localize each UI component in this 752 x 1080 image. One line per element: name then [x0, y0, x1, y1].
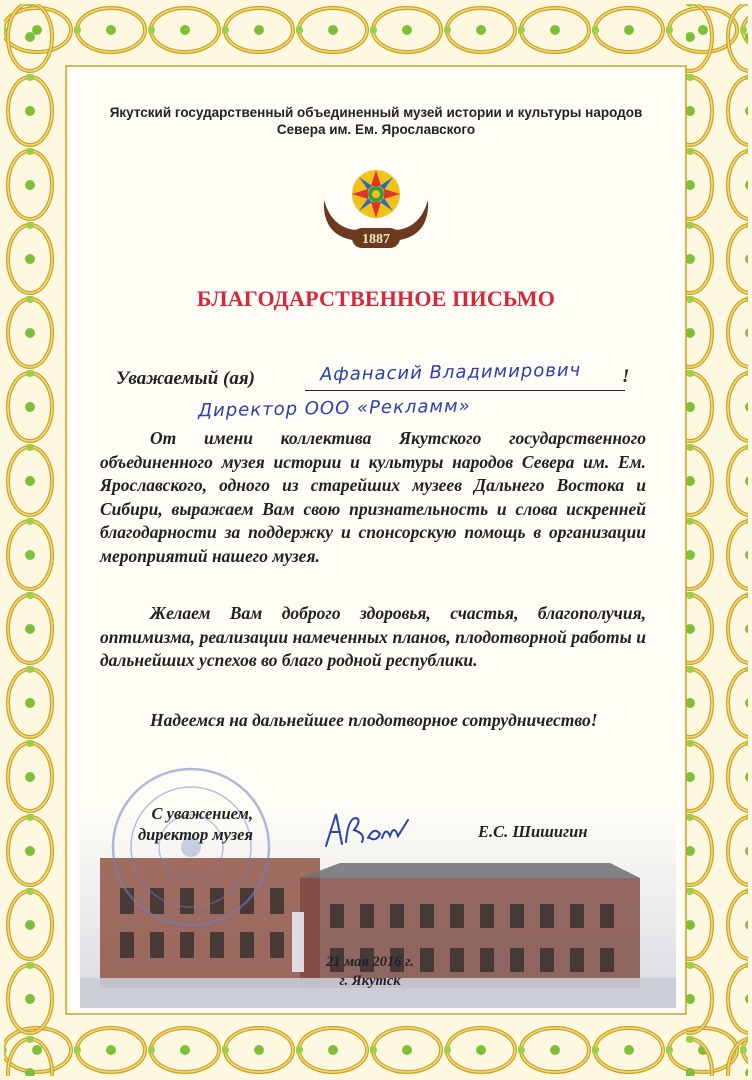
recipient-position-handwritten: Директор ООО «Рекламм» [197, 395, 471, 422]
signature-block [138, 803, 253, 845]
logo-year: 1887 [362, 232, 390, 247]
letter-date: 21 мая 2016 г. [326, 954, 414, 970]
document-title: БЛАГОДАРСТВЕННОЕ ПИСЬМО [196, 286, 556, 311]
director-handwritten-signature [322, 808, 412, 854]
signature-greeting: С уважением, [151, 804, 253, 823]
salutation-exclamation: ! [622, 366, 630, 387]
body-paragraph-1: От имени коллектива Якутского государственного объединенного музея истории и культуры народов Севера им. Ем. Ярославского, одного из старейших музеев Дальнего Востока и Сибири, выражаем Вам свою признательность и слова искренней благодарности за поддержку и спонсорскую помощь в организации мероприятий нашего музея. [100, 428, 646, 566]
signature-title: директор музея [138, 825, 253, 844]
director-name: Е.С. Шишигин [478, 822, 588, 841]
body-paragraph-3: Надеемся на дальнейшее плодотворное сотрудничество! [150, 710, 598, 730]
recipient-name-underline [305, 390, 625, 391]
museum-stamp [106, 762, 276, 932]
museum-name-line1: Якутский государственный объединенный музей истории и культуры народов [109, 105, 643, 120]
body-paragraph-2: Желаем Вам доброго здоровья, счастья, благополучия, оптимизма, реализации намеченных планов, плодотворной работы и дальнейших успехов во благо родной республики. [100, 603, 646, 670]
letter-place: г. Якутск [339, 973, 401, 989]
salutation-label: Уважаемый (ая) [116, 368, 255, 389]
museum-logo [316, 162, 436, 262]
date-place [310, 953, 430, 991]
museum-header [90, 104, 662, 138]
recipient-name-handwritten: Афанасий Владимирович [319, 359, 582, 386]
museum-name-line2: Севера им. Ем. Ярославского [276, 122, 476, 137]
